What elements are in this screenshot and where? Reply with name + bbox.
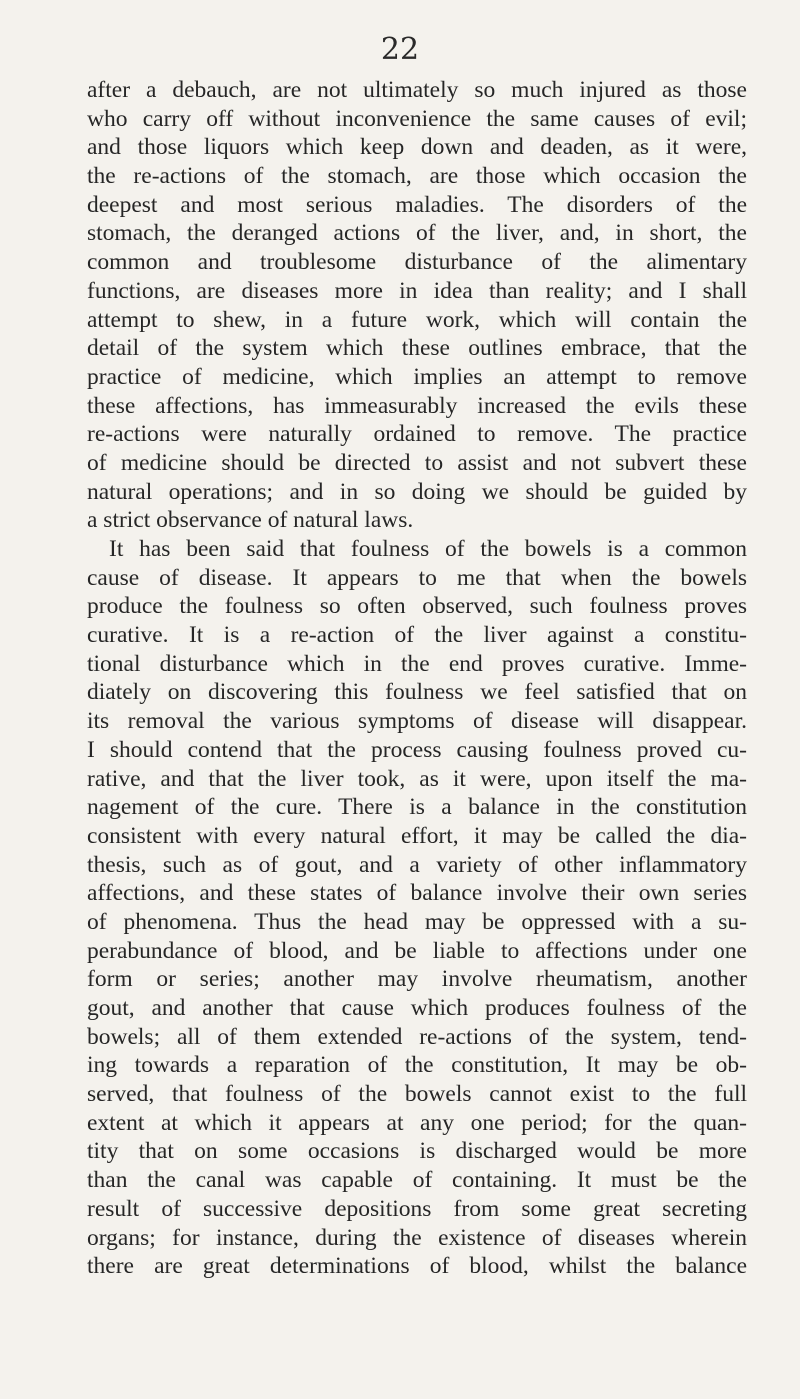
text-line: natural operations; and in so doing we should be guided by [87, 478, 747, 505]
text-line: tional disturbance which in the end proves curative. Imme- [87, 650, 747, 677]
text-line: curative. It is a re-action of the liver against a constitu- [87, 622, 747, 649]
text-line: of medicine should be directed to assist and not subvert these [87, 449, 747, 476]
text-line: consistent with every natural effort, it may be called the dia- [87, 822, 747, 849]
text-line: who carry off without inconvenience the same causes of evil; [87, 105, 747, 132]
text-line: nagement of the cure. There is a balance in the constitution [87, 794, 747, 821]
text-line: thesis, such as of gout, and a variety of other inflammatory [87, 851, 747, 878]
text-line: after a debauch, are not ultimately so much injured as those [87, 77, 747, 103]
text-line: attempt to shew, in a future work, which will contain the [87, 306, 747, 333]
text-line: cause of disease. It appears to me that when the bowels [87, 564, 747, 591]
text-line: diately on discovering this foulness we feel satisfied that on [87, 679, 747, 706]
text-line: I should contend that the process causing foulness proved cu- [87, 736, 747, 763]
text-line: stomach, the deranged actions of the liver, and, in short, the [87, 220, 747, 247]
text-line: bowels; all of them extended re-actions of the system, tend- [87, 1023, 747, 1050]
text-line: result of successive depositions from some great secreting [87, 1195, 747, 1222]
text-line: deepest and most serious maladies. The disorders of the [87, 191, 747, 218]
text-line: affections, and these states of balance involve their own series [87, 880, 747, 907]
body-text [87, 76, 747, 1281]
text-line: the re-actions of the stomach, are those which occasion the [87, 163, 747, 190]
text-line: than the canal was capable of containing. It must be the [87, 1167, 747, 1194]
text-line: practice of medicine, which implies an attempt to remove [87, 363, 747, 390]
text-line: form or series; another may involve rheumatism, another [87, 966, 747, 993]
text-line: a strict observance of natural laws. [87, 507, 414, 534]
text-line: It has been said that foulness of the bowels is a common [109, 536, 747, 562]
text-line: common and troublesome disturbance of the alimentary [87, 249, 747, 276]
text-line: re-actions were naturally ordained to remove. The practice [87, 421, 747, 448]
text-line: these affections, has immeasurably increased the evils these [87, 392, 747, 419]
text-line: extent at which it appears at any one period; for the quan- [87, 1109, 747, 1136]
text-line: produce the foulness so often observed, such foulness proves [87, 593, 747, 620]
text-line: rative, and that the liver took, as it were, upon itself the ma- [87, 765, 747, 792]
text-line: its removal the various symptoms of disease will disappear. [87, 708, 747, 735]
text-line: served, that foulness of the bowels cannot exist to the full [87, 1081, 747, 1108]
text-line: organs; for instance, during the existence of diseases wherein [87, 1224, 747, 1251]
text-line: ing towards a reparation of the constitution, It may be ob- [87, 1052, 747, 1079]
text-line: gout, and another that cause which produces foulness of the [87, 995, 747, 1021]
text-line: and those liquors which keep down and deaden, as it were, [87, 134, 747, 161]
text-line: there are great determinations of blood, whilst the balance [87, 1253, 747, 1280]
text-line: of phenomena. Thus the head may be oppressed with a su- [87, 908, 747, 935]
text-line: detail of the system which these outlines embrace, that the [87, 335, 747, 362]
text-line: functions, are diseases more in idea than reality; and I shall [87, 277, 747, 304]
text-line: tity that on some occasions is discharged would be more [87, 1138, 747, 1165]
page-number: 22 [380, 32, 420, 67]
text-line: perabundance of blood, and be liable to affections under one [87, 937, 747, 964]
